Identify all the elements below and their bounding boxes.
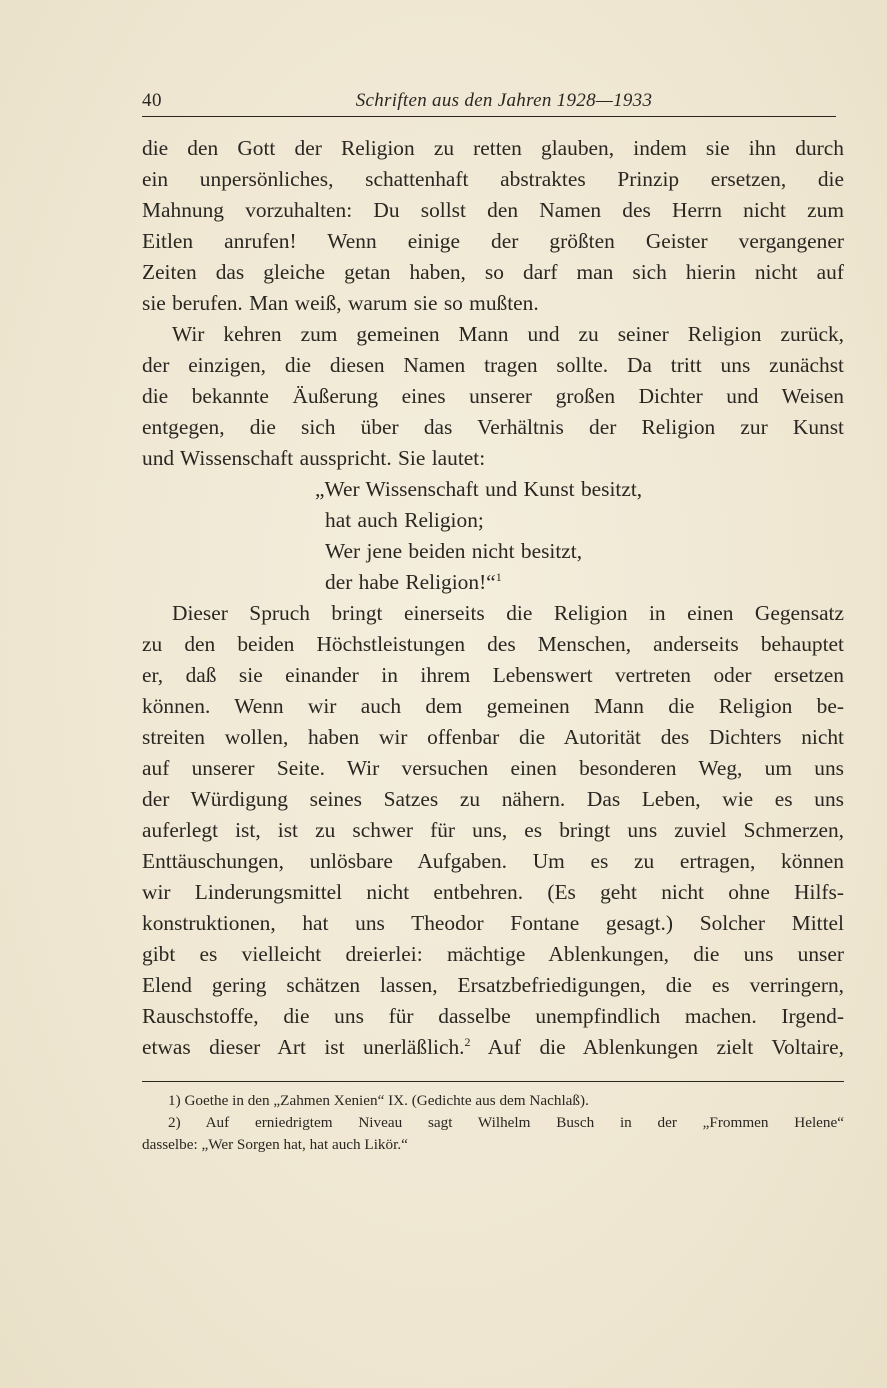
paragraph-1 <box>142 133 844 319</box>
text-line: Dieser Spruch bringt einerseits die Religion in einen Gegensatz <box>172 601 844 625</box>
text-fragment: etwas dieser Art ist unerläßlich. <box>142 1035 465 1059</box>
text-line: gibt es vielleicht dreierlei: mächtige Ablenkungen, die uns unser <box>142 942 844 966</box>
footnote-2-continuation: dasselbe: „Wer Sorgen hat, hat auch Likör.“ <box>142 1136 408 1153</box>
verse-line <box>315 536 844 567</box>
text-line: Wir kehren zum gemeinen Mann und zu seiner Religion zurück, <box>172 322 844 346</box>
paragraph-3 <box>142 598 844 1063</box>
text-line: entgegen, die sich über das Verhältnis der Religion zur Kunst <box>142 415 844 439</box>
text-line: Enttäuschungen, unlösbare Aufgaben. Um es zu ertragen, können <box>142 849 844 873</box>
text-line: sie berufen. Man weiß, warum sie so mußten. <box>142 291 539 315</box>
main-text <box>142 133 844 1063</box>
text-line: er, daß sie einander in ihrem Lebenswert vertreten oder ersetzen <box>142 663 844 687</box>
text-line: Zeiten das gleiche getan haben, so darf man sich hierin nicht auf <box>142 260 844 284</box>
verse-line-text: der habe Religion!“ <box>325 570 496 594</box>
verse-line <box>315 567 844 598</box>
text-fragment: Auf die Ablenkungen zielt Voltaire, <box>470 1035 844 1059</box>
paragraph-2 <box>142 319 844 474</box>
text-line: können. Wenn wir auch dem gemeinen Mann die Religion be- <box>142 694 844 718</box>
text-line: Eitlen anrufen! Wenn einige der größten Geister vergangener <box>142 229 844 253</box>
footnote-rule <box>142 1081 844 1082</box>
verse-line <box>315 505 844 536</box>
footnotes <box>142 1090 844 1156</box>
text-line: wir Linderungsmittel nicht entbehren. (Es geht nicht ohne Hilfs- <box>142 880 844 904</box>
footnote-1: 1) Goethe in den „Zahmen Xenien“ IX. (Gedichte aus dem Nachlaß). <box>168 1092 589 1109</box>
running-title: Schriften aus den Jahren 1928—1933 <box>355 90 653 111</box>
verse-quote <box>142 474 844 598</box>
page-header <box>142 88 836 118</box>
text-line: ein unpersönliches, schattenhaft abstraktes Prinzip ersetzen, die <box>142 167 844 191</box>
text-line: konstruktionen, hat uns Theodor Fontane gesagt.) Solcher Mittel <box>142 911 844 935</box>
text-line: die bekannte Äußerung eines unserer großen Dichter und Weisen <box>142 384 844 408</box>
text-line: Rauschstoffe, die uns für dasselbe unempfindlich machen. Irgend- <box>142 1004 844 1028</box>
text-line: Elend gering schätzen lassen, Ersatzbefriedigungen, die es verringern, <box>142 973 844 997</box>
text-line: Mahnung vorzuhalten: Du sollst den Namen des Herrn nicht zum <box>142 198 844 222</box>
text-line: auf unserer Seite. Wir versuchen einen besonderen Weg, um uns <box>142 756 844 780</box>
text-line: der Würdigung seines Satzes zu nähern. Das Leben, wie es uns <box>142 787 844 811</box>
footnote-2: 2) Auf erniedrigtem Niveau sagt Wilhelm Busch in der „Frommen Helene“ <box>168 1114 844 1131</box>
page-number: 40 <box>142 90 162 111</box>
text-line: zu den beiden Höchstleistungen des Menschen, anderseits behauptet <box>142 632 844 656</box>
footnote-marker: 2 <box>464 1035 471 1049</box>
text-line: und Wissenschaft ausspricht. Sie lautet: <box>142 446 486 470</box>
text-line: streiten wollen, haben wir offenbar die Autorität des Dichters nicht <box>142 725 844 749</box>
text-line: der einzigen, die diesen Namen tragen sollte. Da tritt uns zunächst <box>142 353 844 377</box>
text-line: die den Gott der Religion zu retten glauben, indem sie ihn durch <box>142 136 844 160</box>
text-line: auferlegt ist, ist zu schwer für uns, es bringt uns zuviel Schmerzen, <box>142 818 844 842</box>
header-rule <box>142 116 836 117</box>
text-line <box>142 1032 844 1063</box>
verse-line-text: hat auch Religion; <box>325 508 484 532</box>
verse-line-text: Wer jene beiden nicht besitzt, <box>325 539 583 563</box>
verse-line: „Wer Wissenschaft und Kunst besitzt, <box>315 477 643 501</box>
footnote-marker: 1 <box>495 570 502 584</box>
